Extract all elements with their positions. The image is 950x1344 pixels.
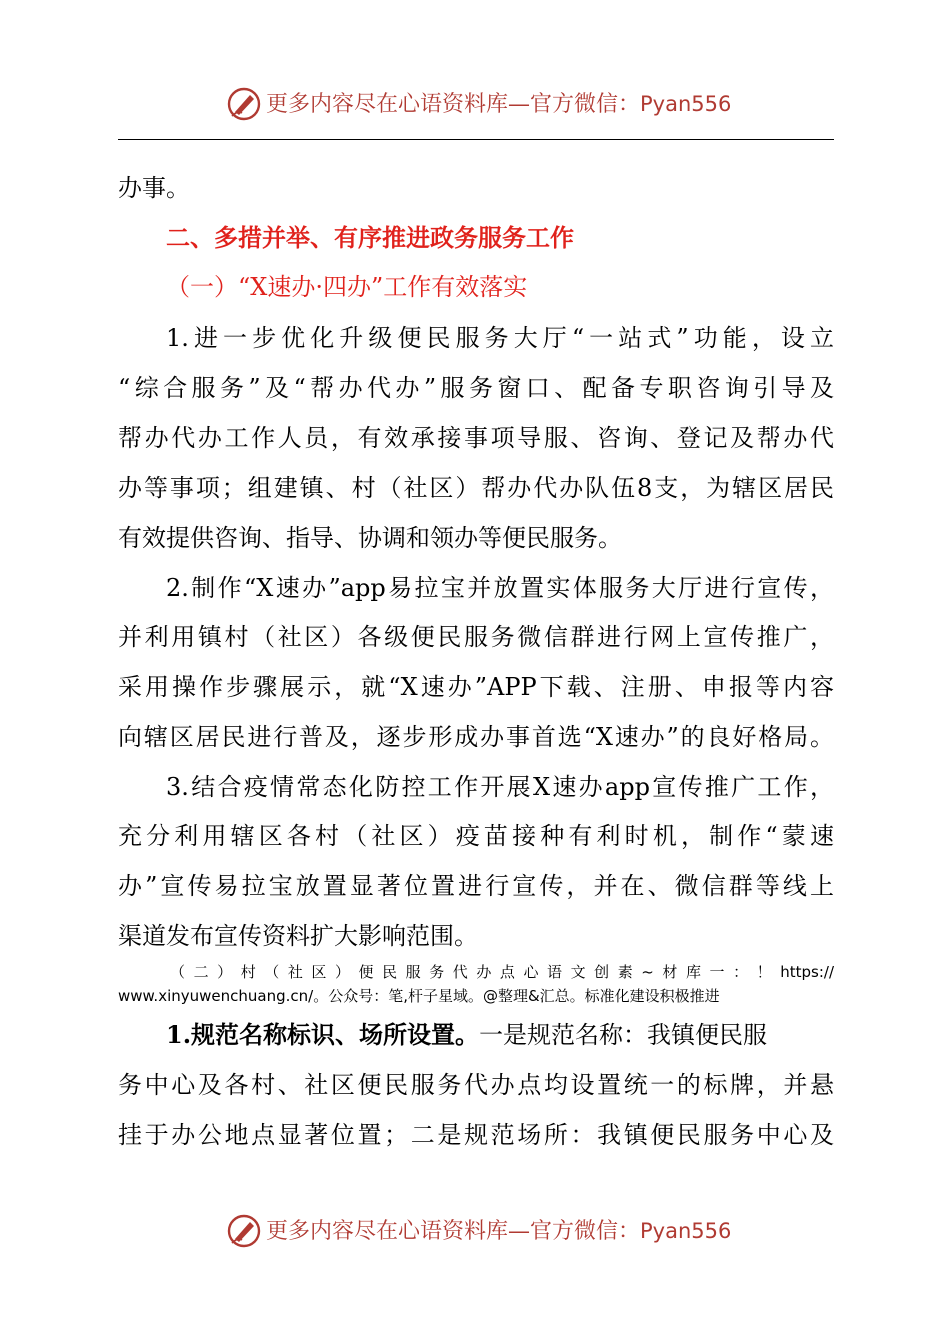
watermark-note-line: www.xinyuwenchuang.cn/。公众号：笔,杆子星域。@整理&汇总。标准化建设积极推进: [118, 987, 720, 1005]
para-line: 挂于办公地点显著位置；二是规范场所：我镇便民服务中心及: [118, 1121, 834, 1149]
subsection-heading: （一）“X速办·四办”工作有效落实: [166, 273, 528, 301]
pen-logo-icon: [226, 1213, 262, 1249]
para-line: 办等事项；组建镇、村（社区）帮办代办队伍8支，为辖区居民: [118, 474, 834, 502]
para-line: “综合服务”及“帮办代办”服务窗口、配备专职咨询引导及: [118, 374, 834, 402]
pen-logo-icon: [226, 86, 262, 122]
watermark-text: 更多内容尽在心语资料库—官方微信：Pyan556: [266, 92, 732, 117]
para-line: 帮办代办工作人员，有效承接事项导服、咨询、登记及帮办代: [118, 424, 834, 452]
para-line: 渠道发布宣传资料扩大影响范围。: [118, 922, 478, 950]
bold-lead: 1.规范名称标识、场所设置。: [166, 1020, 480, 1049]
para-line: 采用操作步骤展示，就“X速办”APP下载、注册、申报等内容: [118, 673, 834, 701]
para-line: 1.进一步优化升级便民服务大厅“一站式”功能，设立: [166, 324, 834, 352]
para-line: 办”宣传易拉宝放置显著位置进行宣传，并在、微信群等线上: [118, 872, 834, 900]
footer-watermark: [0, 1211, 950, 1251]
para-line: 充分利用辖区各村（社区）疫苗接种有利时机，制作“蒙速: [118, 822, 834, 850]
header-rule: [118, 139, 834, 140]
section-heading: 二、多措并举、有序推进政务服务工作: [166, 224, 574, 252]
para-text: 一是规范名称：我镇便民服: [479, 1021, 768, 1049]
para-line: [166, 1020, 834, 1050]
para-line: 务中心及各村、社区便民服务代办点均设置统一的标牌，并悬: [118, 1071, 834, 1099]
watermark-note-line: （二）村（社区）便民服务代办点心语文创素~材库一：！https://: [170, 963, 834, 981]
para-line: 并利用镇村（社区）各级便民服务微信群进行网上宣传推广，: [118, 623, 834, 651]
watermark-text: 更多内容尽在心语资料库—官方微信：Pyan556: [266, 1219, 732, 1244]
header-watermark: [0, 84, 950, 124]
para-line: 向辖区居民进行普及，逐步形成办事首选“X速办”的良好格局。: [118, 723, 834, 751]
para-line: 2.制作“X速办”app易拉宝并放置实体服务大厅进行宣传，: [166, 574, 834, 602]
para-line: 3.结合疫情常态化防控工作开展X速办app宣传推广工作，: [166, 773, 834, 801]
para-line: 有效提供咨询、指导、协调和领办等便民服务。: [118, 524, 622, 552]
para-line: 办事。: [118, 174, 190, 202]
